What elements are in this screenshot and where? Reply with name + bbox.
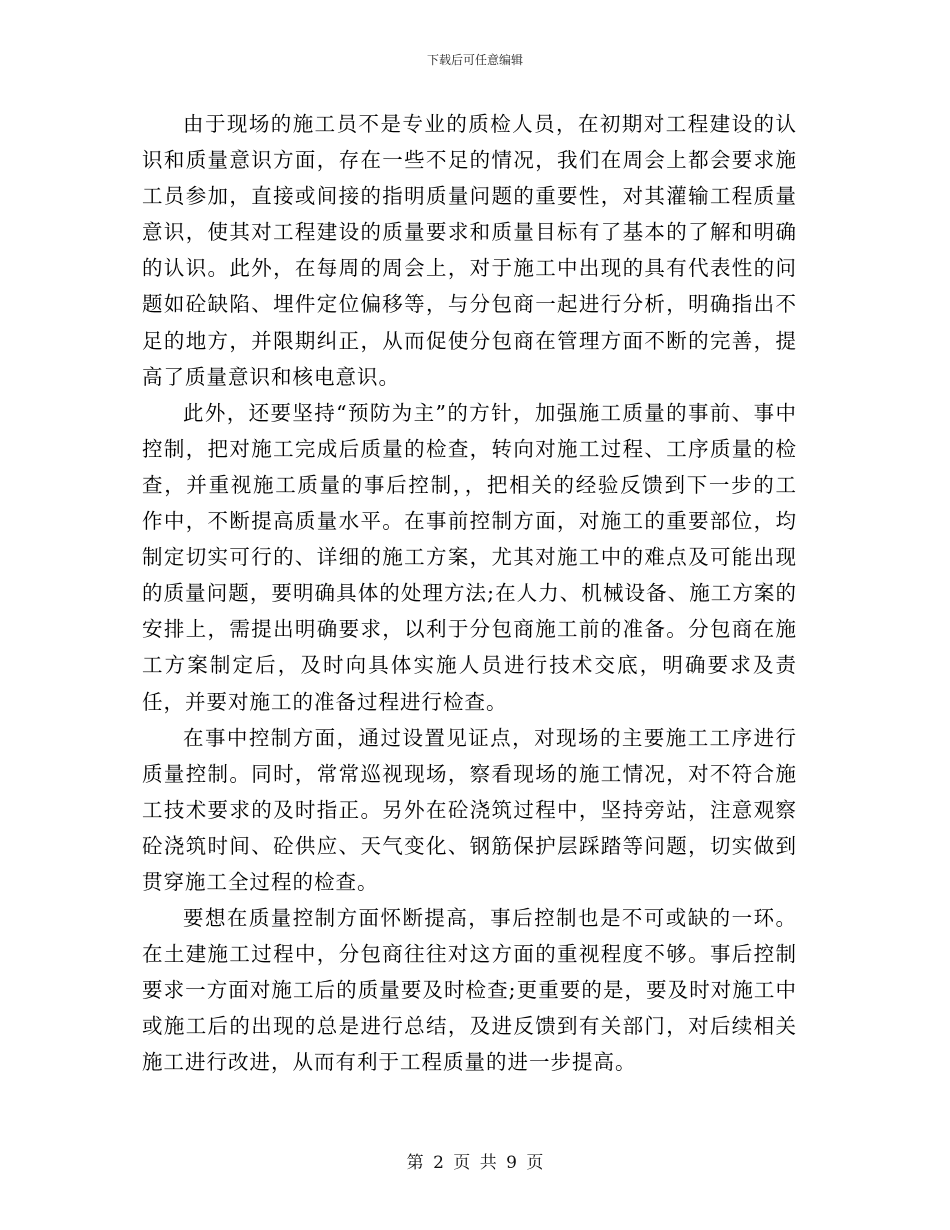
paragraph-2: 此外，还要坚持“预防为主”的方针，加强施工质量的事前、事中控制，把对施工完成后质量的检查，转向对施工过程、工序质量的检查，并重视施工质量的事后控制，，把相关的经验反馈到下一步的工作中，不断提高质量水平。在事前控制方面，对施工的重要部位，均制定切实可行的、详细的施工方案，尤其对施工中的难点及可能出现的质量问题，要明确具体的处理方法;在人力、机械设备、施工方案的安排上，需提出明确要求，以利于分包商施工前的准备。分包商在施工方案制定后，及时向具体实施人员进行技术交底，明确要求及责任，并要对施工的准备过程进行检查。 xyxy=(142,400,797,714)
paragraph-3: 在事中控制方面，通过设置见证点，对现场的主要施工工序进行质量控制。同时，常常巡视现场，察看现场的施工情况，对不符合施工技术要求的及时指正。另外在砼浇筑过程中，坚持旁站，注意观察砼浇筑时间、砼供应、天气变化、钢筋保护层踩踏等问题，切实做到贯穿施工全过程的检查。 xyxy=(142,725,797,894)
page-header: 下载后可任意编辑 xyxy=(426,53,523,67)
page-number-footer: 第 2 页 共 9 页 xyxy=(406,1153,544,1173)
paragraph-4: 要想在质量控制方面怀断提高，事后控制也是不可或缺的一环。在土建施工过程中，分包商往往对这方面的重视程度不够。事后控制要求一方面对施工后的质量要及时检查;更重要的是，要及时对施工中或施工后的出现的总是进行总结，及进反馈到有关部门，对后续相关施工进行改进，从而有利于工程质量的进一步提高。 xyxy=(142,906,797,1075)
document-body xyxy=(142,106,797,1081)
paragraph-1: 由于现场的施工员不是专业的质检人员，在初期对工程建设的认识和质量意识方面，存在一些不足的情况，我们在周会上都会要求施工员参加，直接或间接的指明质量问题的重要性，对其灌输工程质量意识，使其对工程建设的质量要求和质量目标有了基本的了解和明确的认识。此外，在每周的周会上，对于施工中出现的具有代表性的问题如砼缺陷、埋件定位偏移等，与分包商一起进行分析，明确指出不足的地方，并限期纠正，从而促使分包商在管理方面不断的完善，提高了质量意识和核电意识。 xyxy=(142,112,797,389)
